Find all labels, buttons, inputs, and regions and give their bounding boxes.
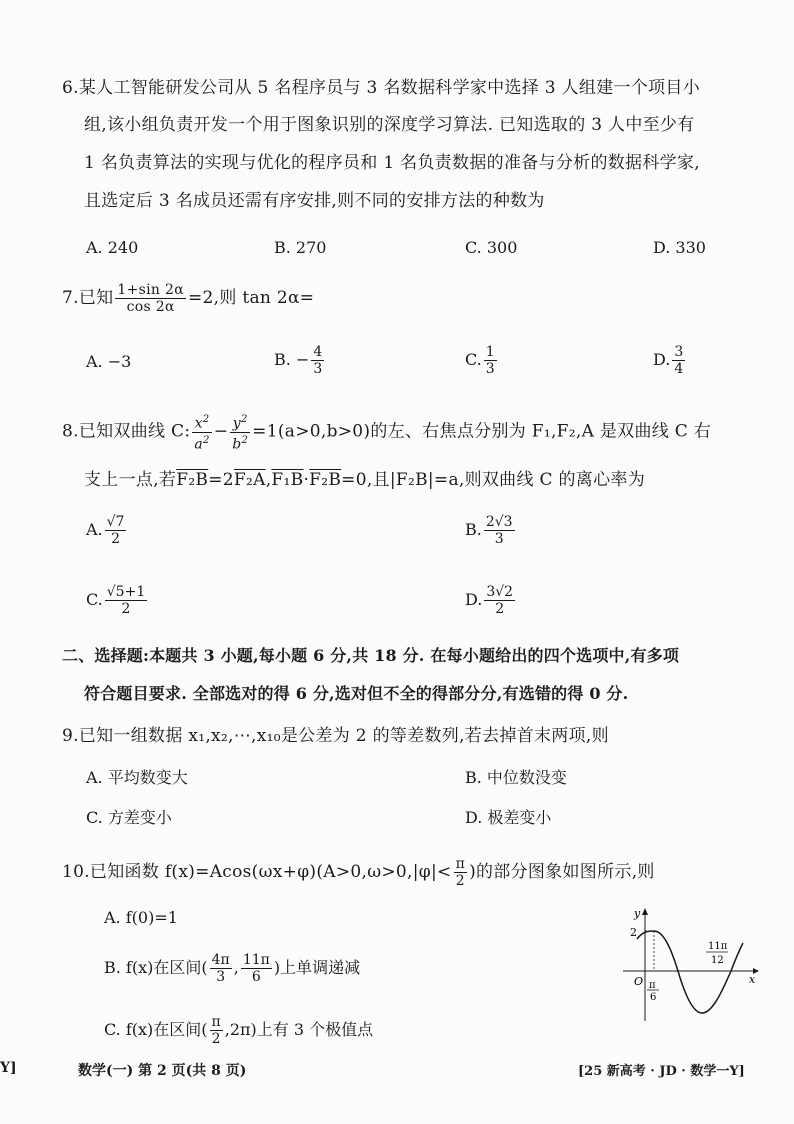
q10-option-b-n1: 4π: [211, 952, 230, 968]
q7-option-b: [274, 344, 326, 377]
q8-frac-x-num: $x^2$: [192, 412, 211, 433]
q8-option-b: [465, 514, 517, 547]
q8-line2-e: =0,且|F₂B|=a,则双曲线 C 的离心率为: [341, 470, 645, 490]
q8-option-a-label: A.: [86, 520, 103, 539]
q9-stem: 9.已知一组数据 x₁,x₂,⋯,x₁₀是公差为 2 的等差数列,若去掉首末两项,则: [62, 726, 609, 746]
q8-option-a-num: √7: [106, 514, 125, 530]
q10-option-b-frac2: [241, 952, 272, 985]
graph-x-tick2-den: 12: [711, 955, 724, 966]
q9-option-b: B. 中位数没变: [465, 768, 567, 787]
q8-frac-x: [192, 412, 211, 452]
graph-x-label: x: [749, 973, 756, 986]
q7-option-b-label: B. −: [274, 350, 310, 369]
q8-line2-c: ,: [265, 470, 272, 490]
q6-line2: 组,该小组负责开发一个用于图象识别的深度学习算法. 已知选取的 3 人中至少有: [84, 115, 695, 135]
q7-option-d-den: 4: [674, 361, 684, 377]
q7-fraction-den: cos 2α: [126, 299, 175, 315]
q8-option-a: [86, 514, 128, 547]
q10-option-c-post: ,2π)上有 3 个极值点: [224, 1020, 374, 1039]
q8-option-d-num: 3√2: [486, 584, 514, 600]
q8-option-d: [465, 584, 517, 617]
q8-line1: 8.已知双曲线 C: $\frac{x^2}{a^2}$ − $\frac{y^2}{b^2}$ =1(a>0,b>0)的左、右焦点分别为 F₁,F₂,A 是双曲线 C 右: [62, 414, 712, 453]
q8-frac-y: [230, 412, 250, 452]
q8-eq-mid: =1(a>0,b>0)的左、右焦点分别为 F₁,F₂,A 是双曲线 C 右: [252, 421, 712, 442]
q10-option-a: A. f(0)=1: [104, 908, 178, 927]
q7-option-b-num: 4: [313, 344, 323, 360]
q7-option-d-num: 3: [674, 344, 684, 360]
footer-page-info: 数学(一) 第 2 页(共 8 页): [78, 1063, 247, 1079]
q6-line4: 且选定后 3 名成员还需有序安排,则不同的安排方法的种数为: [84, 191, 545, 211]
q7-fraction: [115, 282, 186, 315]
q7-fraction-num: 1+sin 2α: [117, 282, 184, 298]
q7-option-b-fraction: [311, 344, 324, 377]
graph-y-label: y: [634, 907, 641, 920]
q10-suffix: )的部分图象如图所示,则: [469, 862, 655, 882]
section2-line1: 二、选择题:本题共 3 小题,每小题 6 分,共 18 分. 在每小题给出的四个选项中,有多项: [62, 646, 680, 665]
q8-option-b-label: B.: [465, 520, 482, 539]
q8-line2-b: =2: [208, 470, 234, 490]
graph-y-arrow: [642, 908, 648, 915]
q8-line2-d: ·: [303, 470, 310, 490]
q7-option-d-fraction: [672, 344, 685, 377]
q10-option-c-pre: C. f(x)在区间(: [104, 1020, 208, 1039]
q10-option-b-d1: 3: [216, 969, 226, 985]
q10-stem: [62, 856, 655, 889]
q10-prefix: 10.已知函数 f(x)=Acos(ωx+φ)(A>0,ω>0,|φ|<: [62, 862, 452, 882]
q6-option-d: D. 330: [653, 238, 706, 257]
q8-prefix: 8.已知双曲线 C:: [62, 421, 191, 442]
q7-option-a: A. −3: [86, 352, 132, 371]
q8-option-d-den: 2: [495, 601, 505, 617]
q10-option-b: [104, 952, 360, 985]
q6-option-b: B. 270: [274, 238, 327, 257]
graph-origin-label: O: [634, 975, 644, 988]
q7-suffix: =2,则 tan 2α=: [187, 288, 315, 308]
q10-option-b-d2: 6: [251, 969, 261, 985]
q7-option-d-label: D.: [653, 350, 671, 369]
q10-pi-den: 2: [455, 873, 465, 889]
q10-pi-num: π: [455, 856, 466, 872]
q8-vector-f2b-2: F₂B: [309, 470, 342, 490]
q10-option-b-post: )上单调递减: [273, 958, 361, 977]
q8-frac-y-num: $y^2$: [230, 412, 250, 433]
q7-option-b-den: 3: [313, 361, 323, 377]
q10-option-b-comma: ,: [233, 958, 239, 977]
q8-vector-f2a: F₂A: [233, 470, 266, 490]
graph-x-tick2-num: 11π: [708, 941, 728, 952]
q10-option-c-d1: 2: [211, 1031, 221, 1047]
q8-option-b-fraction: [484, 514, 515, 547]
q7-option-c-den: 3: [485, 361, 495, 377]
q8-vector-f2b: F₂B: [176, 470, 209, 490]
q7-option-c-num: 1: [485, 344, 495, 360]
q8-option-c: [86, 584, 149, 617]
section2-line2: 符合题目要求. 全部选对的得 6 分,选对但不全的得部分分,有选错的得 0 分.: [84, 684, 629, 703]
q10-function-graph: [615, 905, 760, 1025]
q10-option-c: [104, 1014, 373, 1047]
q10-option-b-n2: 11π: [242, 952, 270, 968]
q10-option-b-frac1: [210, 952, 232, 985]
q8-option-a-fraction: [105, 514, 127, 547]
q6-option-c: C. 300: [465, 238, 518, 257]
q6-line1: 6.某人工智能研发公司从 5 名程序员与 3 名数据科学家中选择 3 人组建一个项目小: [62, 78, 700, 98]
q8-option-c-label: C.: [86, 590, 103, 609]
q8-option-a-den: 2: [111, 531, 121, 547]
q7-option-c-label: C.: [465, 350, 482, 369]
footer-left-bracket: Y]: [0, 1060, 17, 1076]
q8-line2: [84, 470, 645, 490]
q8-option-c-num: √5+1: [106, 584, 146, 600]
q7-stem: [62, 282, 314, 315]
q8-option-c-fraction: [105, 584, 147, 617]
q6-line3: 1 名负责算法的实现与优化的程序员和 1 名负责数据的准备与分析的数据科学家,: [84, 153, 700, 173]
q7-option-c: [465, 344, 499, 377]
q10-option-b-pre: B. f(x)在区间(: [104, 958, 208, 977]
footer-exam-code: [25 新高考 · JD · 数学一Y]: [578, 1064, 745, 1079]
q7-prefix: 7.已知: [62, 288, 114, 308]
q8-line2-a: 支上一点,若: [84, 470, 177, 490]
q8-frac-x-den: $a^2$: [194, 434, 210, 453]
q10-option-c-frac1: [210, 1014, 223, 1047]
q7-option-d: [653, 344, 687, 377]
q8-option-b-num: 2√3: [485, 514, 513, 530]
graph-y-tick: 2: [630, 926, 637, 939]
graph-x-tick-den: 6: [650, 992, 657, 1003]
q9-option-d: D. 极差变小: [465, 808, 552, 827]
q8-option-d-label: D.: [465, 590, 483, 609]
q6-option-a: A. 240: [86, 238, 139, 257]
q10-option-c-n1: π: [211, 1014, 221, 1030]
q8-vector-f1b: F₁B: [271, 470, 304, 490]
q8-frac-y-den: $b^2$: [232, 434, 249, 453]
graph-x-tick-num: π: [649, 980, 656, 991]
q8-option-b-den: 3: [494, 531, 504, 547]
q9-option-a: A. 平均数变大: [86, 768, 188, 787]
q8-option-c-den: 2: [121, 601, 131, 617]
q10-pi-fraction: [454, 856, 468, 889]
q7-option-c-fraction: [484, 344, 497, 377]
q8-option-d-fraction: [484, 584, 515, 617]
q9-option-c: C. 方差变小: [86, 808, 172, 827]
